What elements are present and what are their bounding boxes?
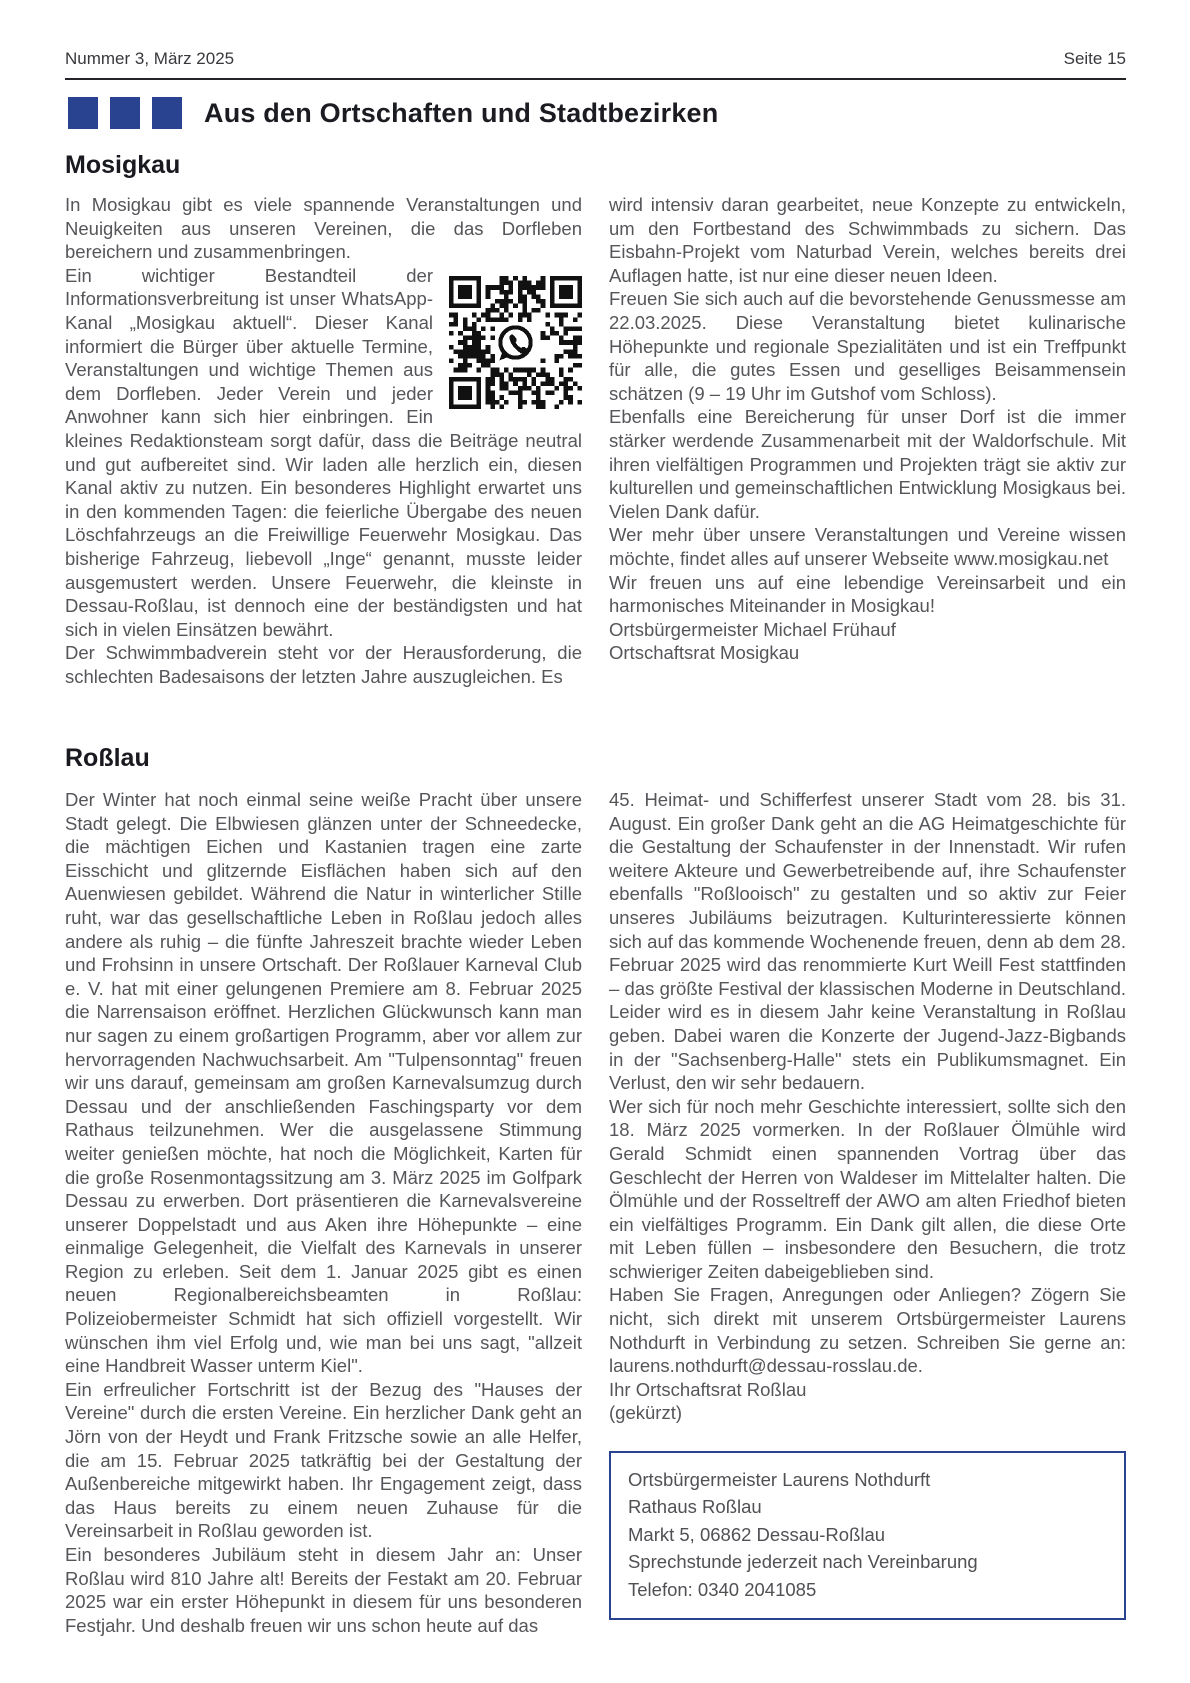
signature-line: (gekürzt): [609, 1402, 682, 1424]
body-paragraph: Der Winter hat noch einmal seine weiße Pracht über unsere Stadt gelegt. Die Elbwiesen glänzen unter der Schneedecke, die mächtigen Eichen und Kastanien tragen eine zarte Eisschicht und glitzernde Eisflächen haben sich auf den Auenwiesen gebildet. Während die Natur in winterlicher Stille ruht, war das gesellschaftliche Leben in Roßlau jedoch alles andere als ruhig – die fünfte Jahreszeit brachte wieder Leben und Frohsinn in unsere Ortschaft. Der Roßlauer Karneval Club e. V. hat mit einer gelungenen Premiere am 8. Februar 2025 die Narrensaison eröffnet. Herzlichen Glückwunsch kann man nur sagen zu einem großartigen Programm, aber vor allem zur hervorragenden Nachwuchsarbeit. Am "Tulpensonntag" freuen wir uns darauf, gemeinsam am großen Karnevalsumzug durch Dessau und der anschließenden Faschingsparty vor dem Rathaus teilzunehmen. Wer die ausgelassene Stimmung weiter genießen möchte, hat noch die Möglichkeit, Karten für die große Rosenmontagssitzung am 3. März 2025 im Golfpark Dessau zu erwerben. Dort präsentieren die Karnevalsvereine unserer Doppelstadt und aus Aken ihre Höhepunkte – eine einmalige Gelegenheit, die Vielfalt des Karnevals in unserer Region zu erleben. Seit dem 1. Januar 2025 gibt es einen neuen Regionalbereichsbeamten in Roßlau: Polizeiobermeister Schmidt hat sich offiziell vorgestellt. Wir wünschen ihm viel Erfolg und, wie man bei uns sagt, "allzeit eine Handbreit Wasser unterm Kiel".: [65, 789, 582, 1377]
body-paragraph: Freuen Sie sich auch auf die bevorstehende Genussmesse am 22.03.2025. Diese Veranstaltung bietet kulinarische Höhepunkte und regionale Spezialitäten und ist ein Treffpunkt für alle, die gutes Essen und geselliges Beisammensein schätzen (9 – 19 Uhr im Gutshof vom Schloss).: [609, 288, 1126, 404]
contact-line: Rathaus Roßlau: [628, 1496, 762, 1518]
accent-square-icon: [68, 97, 98, 129]
signature-line: Ortschaftsrat Mosigkau: [609, 642, 800, 664]
body-paragraph: Wer sich für noch mehr Geschichte interessiert, sollte sich den 18. März 2025 vormerken. In der Roßlauer Ölmühle wird Gerald Schmidt einen spannenden Vortrag über das Geschlecht der Herren von Waldeser im Mittelalter halten. Die Ölmühle und der Rosseltreff der AWO am alten Friedhof bieten ein vielfältiges Programm. Ein Dank gilt allen, die diese Orte mit Leben füllen – insbesondere den Besuchern, die trotz schwieriger Zeiten dabeigeblieben sind.: [609, 1095, 1126, 1282]
accent-square-icon: [110, 97, 140, 129]
body-paragraph: In Mosigkau gibt es viele spannende Veranstaltungen und Neuigkeiten aus unseren Vereinen, die das Dorfleben bereichern und zusammenbringen.: [65, 194, 582, 263]
mosigkau-left-column: [65, 193, 582, 733]
rosslau-columns: [65, 788, 1126, 1668]
body-paragraph: Ein wichtiger Bestandteil der Informationsverbreitung ist unser WhatsApp-Kanal „Mosigkau aktuell“. Dieser Kanal informiert die Bürger über aktuelle Termine, Veranstaltungen und wichtige Themen aus dem Dorfleben. Jeder Verein und jeder Anwohner kann sich hier einbringen. Ein kleines Redaktionsteam sorgt dafür, dass die Beiträge neutral und gut aufbereitet sind. Wir laden alle herzlich ein, diesen Kanal aktiv zu nutzen. Ein besonderes Highlight erwartet uns in den kommenden Tagen: die feierliche Übergabe des neuen Löschfahrzeugs an die Freiwillige Feuerwehr Mosigkau. Das bisherige Fahrzeug, liebevoll „Inge“ genannt, musste leider ausgemustert werden. Unsere Feuerwehr, die kleinste in Dessau-Roßlau, ist dennoch eine der beständigsten und hat sich in vielen Einsätzen bewährt.: [65, 264, 582, 640]
body-paragraph: Ein besonderes Jubiläum steht in diesem Jahr an: Unser Roßlau wird 810 Jahre alt! Bereits der Festakt am 20. Februar 2025 war ein erster Höhepunkt in diesem für uns besonderen Festjahr. Und deshalb freuen wir uns schon heute auf das: [65, 1544, 582, 1636]
body-paragraph: Wir freuen uns auf eine lebendige Vereinsarbeit und ein harmonisches Miteinander in Mosigkau!: [609, 571, 1126, 617]
section-title: Aus den Ortschaften und Stadtbezirken: [204, 97, 719, 128]
mosigkau-right-column: [609, 193, 1126, 733]
accent-square-icon: [152, 97, 182, 129]
contact-line: Sprechstunde jederzeit nach Vereinbarung: [628, 1551, 978, 1573]
section-header: [68, 97, 718, 129]
contact-line: Telefon: 0340 2041085: [628, 1578, 817, 1600]
whatsapp-qr-code: [449, 276, 582, 412]
contact-line: Markt 5, 06862 Dessau-Roßlau: [628, 1523, 886, 1545]
rosslau-right-column: [609, 788, 1126, 1668]
mosigkau-columns: [65, 193, 1126, 733]
contact-info-box: [609, 1451, 1126, 1620]
rosslau-heading: Roßlau: [65, 744, 150, 772]
contact-line: Ortsbürgermeister Laurens Nothdurft: [628, 1469, 931, 1491]
body-paragraph: Ebenfalls eine Bereicherung für unser Dorf ist die immer stärker werdende Zusammenarbeit mit der Waldorfschule. Mit ihren vielfältigen Programmen und Projekten trägt sie aktiv zur kulturellen und gemeinschaftlichen Entwicklung Mosigkaus bei. Vielen Dank dafür.: [609, 406, 1126, 522]
signature-line: Ortsbürgermeister Michael Frühauf: [609, 618, 896, 640]
body-paragraph: Ein erfreulicher Fortschritt ist der Bezug des "Hauses der Vereine" durch die ersten Vereine. Ein herzlicher Dank geht an Jörn von der Heydt und Frank Fritzsche sowie an alle Helfer, die am 15. Februar 2025 tatkräftig bei der Gestaltung der Außenbereiche mitgewirkt haben. Ihr Engagement zeigt, dass das Haus bereits zu einem neuen Zuhause für die Vereinsarbeit in Roßlau geworden ist.: [65, 1378, 582, 1542]
running-head: [65, 49, 1126, 69]
signature-line: Ihr Ortschaftsrat Roßlau: [609, 1378, 807, 1400]
body-paragraph: Der Schwimmbadverein steht vor der Herausforderung, die schlechten Badesaisons der letzten Jahre auszugleichen. Es: [65, 642, 582, 687]
body-paragraph: 45. Heimat- und Schifferfest unserer Stadt vom 28. bis 31. August. Ein großer Dank geht an die AG Heimatgeschichte für die Gestaltung der Schaufenster in der Innenstadt. Wir rufen weitere Akteure und Gewerbetreibende auf, ihre Schaufenster ebenfalls "Roßlooisch" zu gestalten und so aktiv zur Feier unseres Jubiläums beizutragen. Kulturinteressierte können sich auf das kommende Wochenende freuen, denn ab dem 28. Februar 2025 wird das renommierte Kurt Weill Fest stattfinden – das größte Festival der klassischen Moderne in Deutschland. Leider wird es in diesem Jahr keine Veranstaltung in Roßlau geben. Dabei waren die Konzerte der Jugend-Jazz-Bigbands in der "Sachsenberg-Halle" stets ein Publikumsmagnet. Ein Verlust, den wir sehr bedauern.: [609, 789, 1126, 1094]
body-paragraph: Haben Sie Fragen, Anregungen oder Anliegen? Zögern Sie nicht, sich direkt mit unserem Ortsbürgermeister Laurens Nothdurft in Verbindung zu setzen. Schreiben Sie gerne an: laurens.nothdurft@dessau-rosslau.de.: [609, 1284, 1126, 1377]
body-paragraph: wird intensiv daran gearbeitet, neue Konzepte zu entwickeln, um den Fortbestand des Schwimmbads zu sichern. Das Eisbahn-Projekt vom Naturbad Verein, welches bereits drei Auflagen hatte, ist nur eine dieser neuen Ideen.: [609, 194, 1126, 286]
issue-label: Nummer 3, März 2025: [65, 49, 235, 68]
header-rule: [65, 78, 1126, 80]
mosigkau-heading: Mosigkau: [65, 151, 181, 179]
rosslau-left-column: [65, 788, 582, 1668]
page-number: Seite 15: [1063, 49, 1126, 68]
body-paragraph: Wer mehr über unsere Veranstaltungen und Vereine wissen möchte, findet alles auf unserer Webseite www.mosigkau.net: [609, 524, 1126, 569]
